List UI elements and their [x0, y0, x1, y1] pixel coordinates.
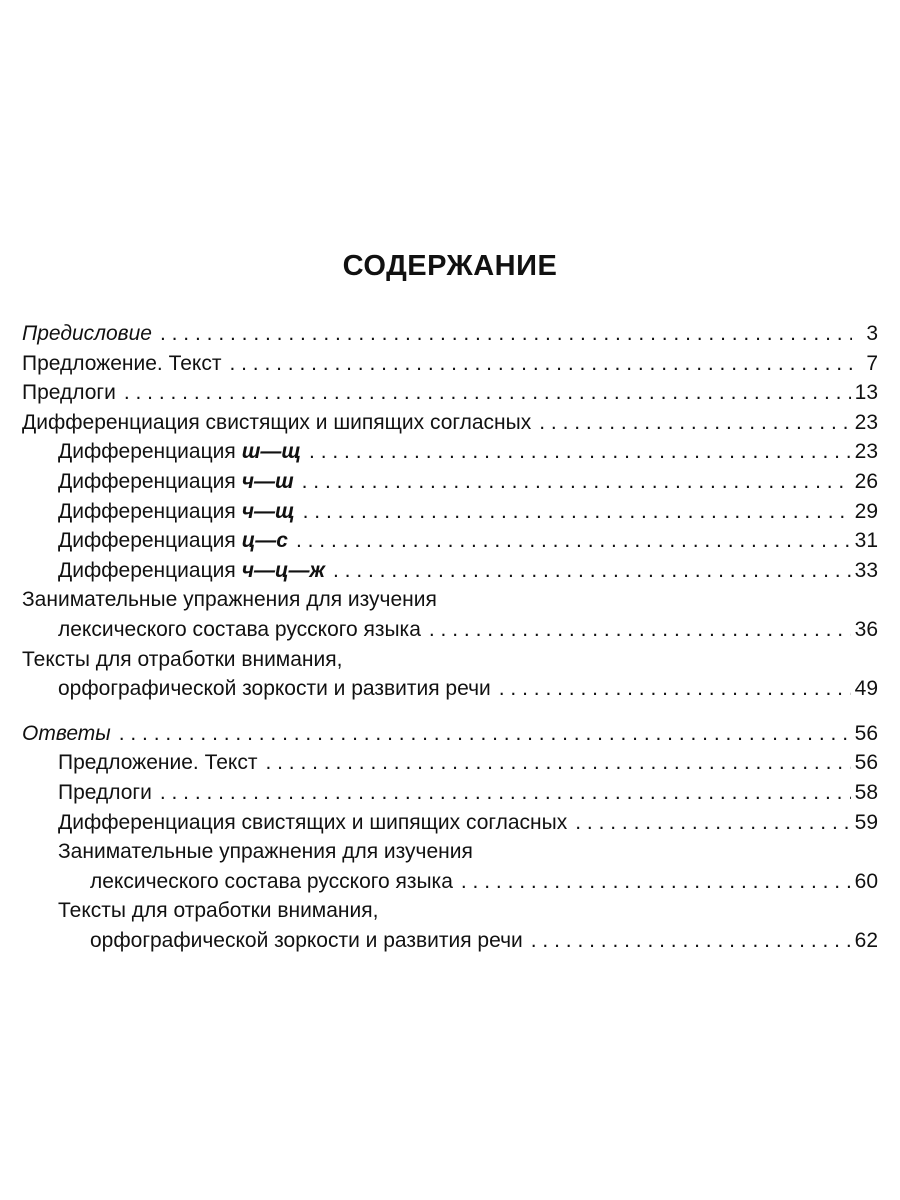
toc-entry-letter-pair: ч—ш [241, 469, 294, 493]
dot-leader [575, 808, 850, 838]
dot-leader [499, 674, 851, 704]
dot-leader [119, 719, 851, 749]
dot-leader [124, 378, 851, 408]
dot-leader [429, 615, 851, 645]
toc-entry-exercises-line2[interactable] [22, 615, 878, 645]
toc-entry-texts-line1[interactable] [22, 645, 878, 675]
toc-entry-texts-line2[interactable] [22, 674, 878, 704]
toc-entry-page: 60 [854, 869, 878, 893]
toc-entry-label: Предложение. Текст [22, 351, 222, 375]
toc-answers-differentiation[interactable] [22, 808, 878, 838]
toc-entry-letter-pair: ч—щ [241, 499, 295, 523]
dot-leader [333, 556, 851, 586]
toc-entry-answers[interactable] [22, 719, 878, 749]
dot-leader [303, 497, 851, 527]
toc-entry-letter-pair: ч—ц—ж [241, 558, 325, 582]
dot-leader [265, 748, 850, 778]
toc-entry-page: 49 [854, 677, 878, 701]
toc-subentry-ch-shch[interactable] [22, 497, 878, 527]
dot-leader [160, 319, 852, 349]
table-of-contents [22, 319, 878, 955]
toc-answers-exercises-line2[interactable] [22, 867, 878, 897]
toc-entry-page: 56 [854, 721, 878, 745]
toc-entry-page: 23 [854, 440, 878, 464]
toc-entry-page: 3 [866, 322, 878, 345]
toc-entry-exercises-line1[interactable] [22, 585, 878, 615]
toc-entry-page: 59 [854, 810, 878, 834]
toc-entry-prepositions[interactable] [22, 378, 878, 408]
dot-leader [539, 408, 850, 438]
toc-answers-texts-line1[interactable] [22, 896, 878, 926]
dot-leader [302, 467, 851, 497]
toc-entry-label: Дифференциация [58, 440, 236, 464]
toc-entry-letter-pair: ш—щ [241, 440, 302, 464]
toc-entry-label-continued: орфографической зоркости и развития речи [58, 677, 491, 701]
toc-entry-page: 56 [854, 751, 878, 775]
toc-entry-label: Ответы [22, 721, 111, 745]
toc-entry-differentiation[interactable] [22, 408, 878, 438]
dot-leader [296, 526, 851, 556]
toc-entry-page: 31 [854, 529, 878, 553]
toc-entry-page: 29 [854, 499, 878, 523]
toc-answers-sentence-text[interactable] [22, 748, 878, 778]
dot-leader [309, 437, 851, 467]
page-title: СОДЕРЖАНИЕ [342, 250, 558, 282]
toc-entry-page: 23 [854, 410, 878, 434]
toc-subentry-ch-sh[interactable] [22, 467, 878, 497]
toc-entry-label: Тексты для отработки внимания, [22, 647, 343, 671]
toc-entry-label: Дифференциация [58, 529, 236, 553]
toc-subentry-sh-shch[interactable] [22, 437, 878, 467]
toc-entry-label: Дифференциация [58, 469, 236, 493]
toc-entry-sentence-text[interactable] [22, 349, 878, 379]
toc-entry-label: Предлоги [58, 780, 152, 804]
dot-leader [229, 349, 852, 379]
toc-entry-label: Занимательные упражнения для изучения [22, 588, 437, 612]
toc-entry-label: Тексты для отработки внимания, [58, 899, 379, 923]
toc-entry-label-continued: лексического состава русского языка [58, 617, 421, 641]
toc-entry-label-continued: орфографической зоркости и развития речи [90, 928, 523, 952]
toc-entry-label-continued: лексического состава русского языка [90, 869, 453, 893]
dot-leader [531, 926, 851, 956]
toc-entry-page: 13 [854, 381, 878, 405]
toc-answers-exercises-line1[interactable] [22, 837, 878, 867]
dot-leader [461, 867, 851, 897]
dot-leader [160, 778, 851, 808]
toc-entry-page: 26 [854, 469, 878, 493]
toc-subentry-ch-ts-zh[interactable] [22, 556, 878, 586]
toc-entry-label: Предлоги [22, 381, 116, 405]
toc-entry-page: 62 [854, 928, 878, 952]
toc-entry-label: Предисловие [22, 322, 152, 345]
toc-entry-label: Дифференциация свистящих и шипящих согласных [58, 810, 568, 834]
toc-entry-page: 33 [854, 558, 878, 582]
toc-entry-label: Дифференциация свистящих и шипящих согласных [22, 410, 532, 434]
toc-entry-label: Дифференциация [58, 558, 236, 582]
toc-entry-label: Предложение. Текст [58, 751, 258, 775]
toc-entry-preface[interactable] [22, 319, 878, 349]
toc-entry-label: Дифференциация [58, 499, 236, 523]
toc-entry-page: 36 [854, 617, 878, 641]
toc-entry-page: 58 [854, 780, 878, 804]
toc-entry-page: 7 [866, 351, 878, 375]
toc-answers-prepositions[interactable] [22, 778, 878, 808]
toc-entry-label: Занимательные упражнения для изучения [58, 840, 473, 864]
toc-entry-letter-pair: ц—с [241, 529, 288, 553]
toc-subentry-ts-s[interactable] [22, 526, 878, 556]
toc-answers-texts-line2[interactable] [22, 926, 878, 956]
